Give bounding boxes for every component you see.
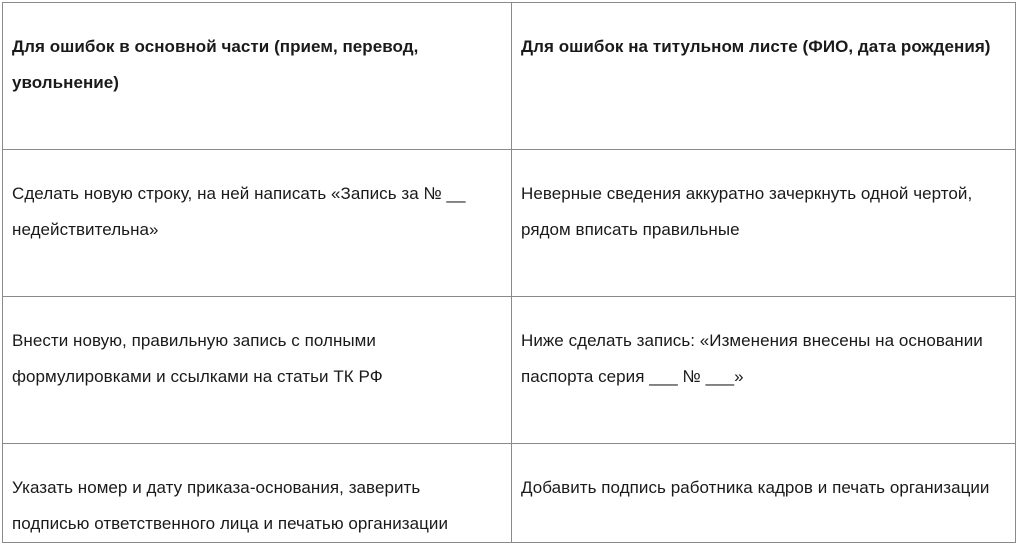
cell-text: Указать номер и дату приказа-основания, заверить подписью ответственного лица и печатью организации <box>12 478 448 533</box>
table-row <box>3 297 1016 444</box>
cell-text: Ниже сделать запись: «Изменения внесены на основании паспорта серия ___ № ___» <box>521 331 983 386</box>
cell-text: Сделать новую строку, на ней написать «Запись за № __ недействительна» <box>12 184 466 239</box>
table-cell <box>3 444 512 543</box>
table-row <box>3 150 1016 297</box>
table-cell <box>3 297 512 444</box>
table-header-row <box>3 3 1016 150</box>
cell-text: Внести новую, правильную запись с полными формулировками и ссылками на статьи ТК РФ <box>12 331 383 386</box>
header-main-part-text: Для ошибок в основной части (прием, перевод, увольнение) <box>12 37 419 92</box>
cell-text: Неверные сведения аккуратно зачеркнуть одной чертой, рядом вписать правильные <box>521 184 973 239</box>
corrections-table <box>2 2 1016 543</box>
table-cell <box>512 444 1016 543</box>
header-title-page-text: Для ошибок на титульном листе (ФИО, дата рождения) <box>521 37 991 56</box>
table-cell <box>3 150 512 297</box>
header-cell-title-page <box>512 3 1016 150</box>
table-row <box>3 444 1016 543</box>
cell-text: Добавить подпись работника кадров и печать организации <box>521 478 990 497</box>
table-cell <box>512 297 1016 444</box>
table-cell <box>512 150 1016 297</box>
header-cell-main-part <box>3 3 512 150</box>
